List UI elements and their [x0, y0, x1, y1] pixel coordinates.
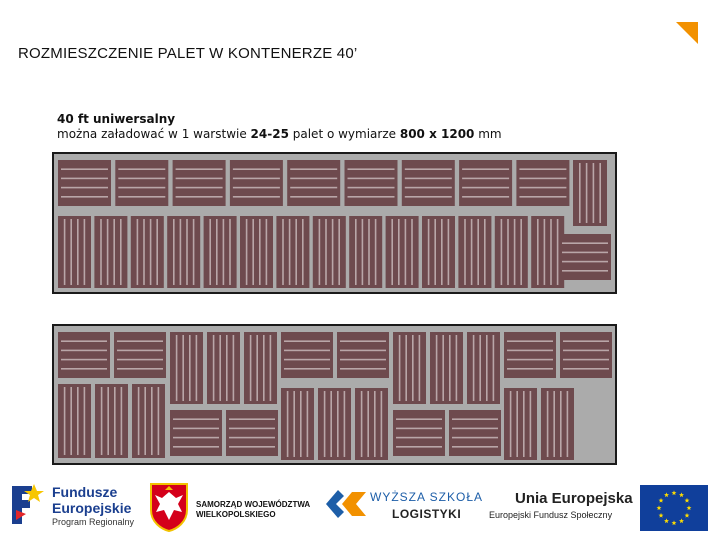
- pallet: [95, 384, 128, 458]
- loading-info: [57, 127, 502, 142]
- pallet: [573, 160, 607, 226]
- pallet: [170, 332, 203, 404]
- slide-title: ROZMIESZCZENIE PALET W KONTENERZE 40’: [18, 45, 358, 62]
- pallet: [504, 388, 537, 460]
- slide-description: [57, 112, 502, 142]
- pallet: [287, 160, 340, 206]
- pallet: [207, 332, 240, 404]
- pallet: [516, 160, 569, 206]
- pallet: [131, 216, 164, 288]
- loading-info-unit: mm: [474, 127, 502, 141]
- pallet: [467, 332, 500, 404]
- pallet: [58, 160, 111, 206]
- pallet: [495, 216, 528, 288]
- container-layout-a: [52, 152, 617, 294]
- pallet: [386, 216, 419, 288]
- pallet-layout-a-diagram: [54, 154, 615, 292]
- pallet: [541, 388, 574, 460]
- pallet: [94, 216, 127, 288]
- loading-info-text-a: można załadować w 1 warstwie: [57, 127, 251, 141]
- pallet: [170, 410, 222, 456]
- ue-line2: Europejski Fundusz Społeczny: [489, 510, 613, 520]
- eu-flag-icon: [640, 485, 708, 531]
- pallet: [204, 216, 237, 288]
- fe-line2: Europejskie: [52, 500, 132, 516]
- pallet: [281, 388, 314, 460]
- pallet: [449, 410, 501, 456]
- pallet-dimensions: 800 x 1200: [399, 127, 475, 141]
- pallet: [281, 332, 333, 378]
- pallet-layout-b-diagram: [54, 326, 615, 463]
- pallet: [114, 332, 166, 378]
- pallet: [58, 332, 110, 378]
- pallet: [345, 160, 398, 206]
- wielkopolska-coat-of-arms-icon: [149, 482, 189, 532]
- pallet: [355, 388, 388, 460]
- pallet: [230, 160, 283, 206]
- pallet: [559, 234, 611, 280]
- pallet: [430, 332, 463, 404]
- pallet: [58, 216, 91, 288]
- pallet: [337, 332, 389, 378]
- footer-logos: [0, 472, 720, 540]
- pallet-count-range: 24-25: [250, 127, 289, 141]
- wlkp-line2: WIELKOPOLSKIEGO: [196, 510, 276, 519]
- ue-line1: Unia Europejska: [515, 490, 633, 507]
- pallet: [318, 388, 351, 460]
- pallet: [459, 160, 512, 206]
- container-type-label: 40 ft uniwersalny: [57, 112, 176, 126]
- pallet: [422, 216, 455, 288]
- wsl-line2: LOGISTYKI: [392, 507, 462, 521]
- container-layout-b: [52, 324, 617, 465]
- pallet: [115, 160, 168, 206]
- fe-line1: Fundusze: [52, 484, 118, 500]
- pallet: [393, 410, 445, 456]
- pallet: [173, 160, 226, 206]
- pallet: [240, 216, 273, 288]
- pallet: [58, 384, 91, 458]
- pallet: [313, 216, 346, 288]
- pallet: [393, 332, 426, 404]
- wsl-line1: WYŻSZA SZKOŁA: [370, 490, 484, 504]
- corner-accent-triangle: [676, 22, 698, 44]
- wlkp-line1: SAMORZĄD WOJEWÓDZTWA: [196, 500, 311, 509]
- pallet: [560, 332, 612, 378]
- pallet: [504, 332, 556, 378]
- loading-info-text-b: palet o wymiarze: [288, 127, 400, 141]
- pallet: [349, 216, 382, 288]
- pallet: [244, 332, 277, 404]
- pallet: [226, 410, 278, 456]
- pallet: [167, 216, 200, 288]
- pallet: [402, 160, 455, 206]
- pallet: [458, 216, 491, 288]
- pallet: [132, 384, 165, 458]
- pallet: [276, 216, 309, 288]
- fe-line3: Program Regionalny: [52, 517, 135, 527]
- fundusze-europejskie-logo-icon: [10, 480, 44, 530]
- wsl-logo-icon: [326, 486, 366, 522]
